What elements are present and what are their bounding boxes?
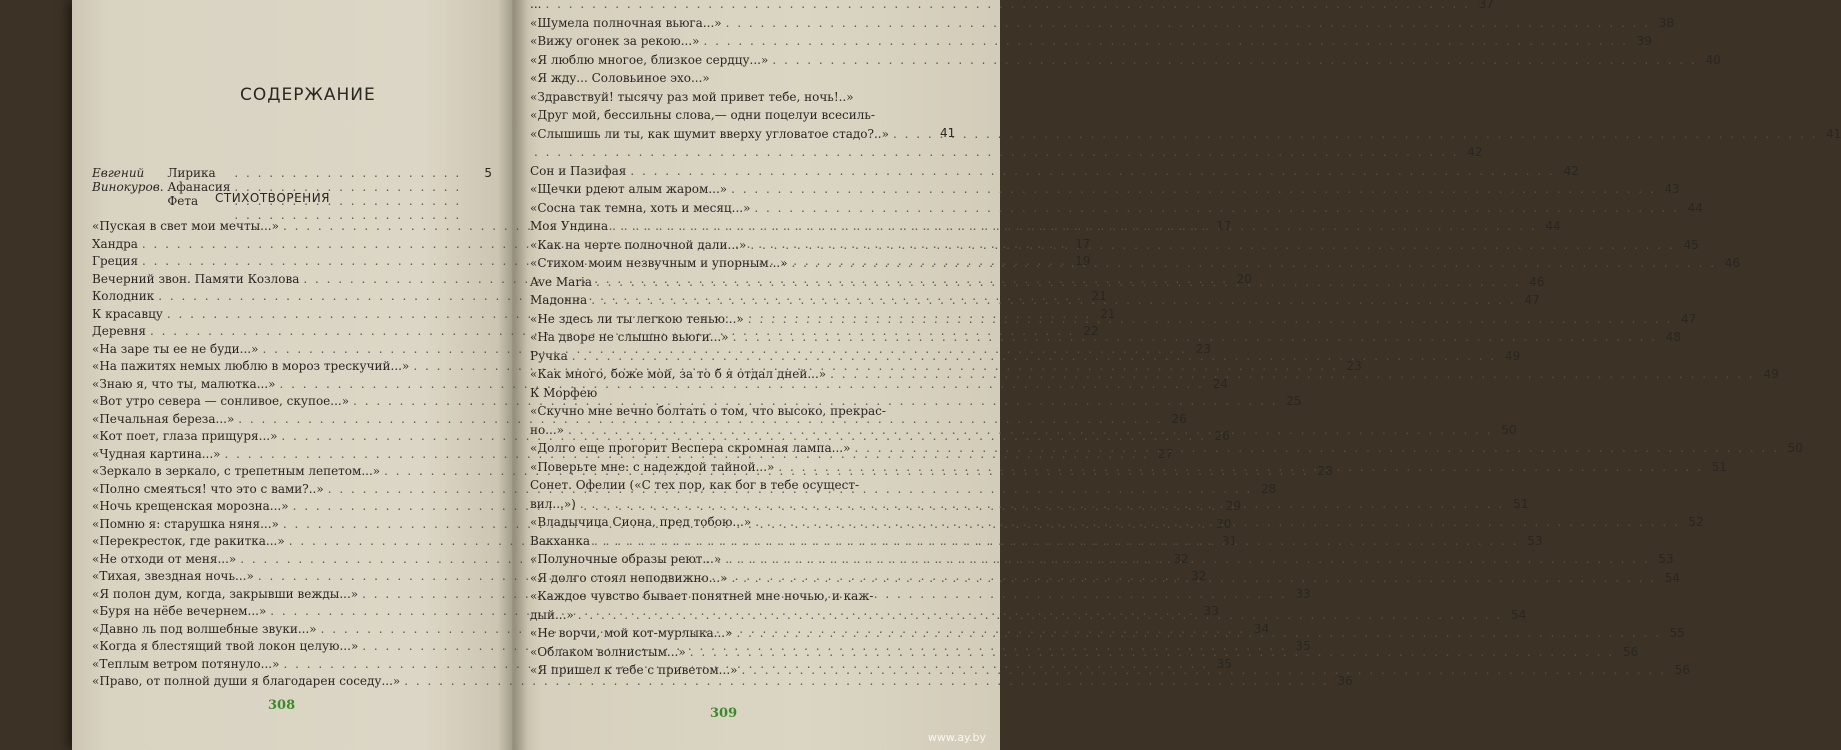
leader-dots	[755, 513, 1680, 531]
entry-title: «Тихая, звездная ночь...»	[92, 569, 254, 583]
entry-title: «Долго еще прогорит Веспера скромная лампа...»	[530, 441, 851, 455]
entry-page: 44	[1687, 200, 1703, 215]
entry-title: «Теплым ветром потянуло...»	[92, 656, 280, 671]
entry-title: но...»	[530, 422, 565, 437]
entry-title: Сонет. Офелии («С тех пор, как бог в тебе осущест-	[530, 478, 860, 492]
entry-page: 28	[1260, 481, 1277, 496]
toc-entry	[530, 32, 1652, 50]
entry-page: 23	[1346, 359, 1362, 373]
leader-dots	[772, 51, 1697, 69]
entry-page: 54	[1664, 570, 1681, 585]
entry-page: 42	[1563, 163, 1579, 178]
entry-title: «Как на черте полночной дали...»	[530, 237, 747, 252]
leader-dots	[630, 162, 1555, 180]
entry-title: «Ночь крещенская морозна...»	[92, 499, 289, 513]
entry-title: «Полуночные образы реют...»	[530, 552, 722, 566]
toc-entry	[530, 106, 920, 124]
entry-page: 46	[1724, 256, 1741, 270]
entry-title: «Как много, боже мой, за то б я отдал дней...»	[530, 367, 827, 381]
entry-page: 47	[1524, 293, 1540, 307]
entry-title: «Каждое чувство бывает понятней мне ночью, и каж-	[530, 589, 874, 603]
entry-page: 17	[1075, 236, 1091, 251]
leader-dots	[690, 643, 1615, 661]
leader-dots	[545, 0, 1470, 13]
entry-page: 46	[1529, 274, 1545, 289]
entry-page: 38	[1658, 15, 1675, 30]
entry-page: 42	[1467, 145, 1483, 159]
entry-title: «Шумела полночная вьюга...»	[530, 15, 722, 30]
folio-left: 308	[268, 698, 296, 713]
entry-page: 40	[1705, 52, 1721, 67]
toc-entry	[530, 125, 1841, 143]
entry-page: 53	[1658, 552, 1674, 566]
toc-entry	[530, 476, 920, 494]
leader-dots	[741, 661, 1666, 679]
toc-entry	[530, 162, 1579, 180]
leader-dots	[578, 606, 1503, 624]
entry-page: 43	[1664, 182, 1680, 196]
entry-page: 45	[1683, 237, 1699, 252]
leader-dots	[893, 125, 1818, 143]
entry-title: «Слышишь ли ты, как шумит вверху угловатое стадо?..»	[530, 126, 889, 141]
toc-entry	[530, 88, 920, 106]
entry-page: 30	[1216, 516, 1232, 531]
entry-page: 29	[1225, 499, 1242, 513]
toc-entry	[530, 143, 1483, 161]
entry-page: 56	[1622, 644, 1639, 659]
toc-entry	[530, 384, 920, 402]
entry-page: 34	[1253, 621, 1270, 636]
leader-dots	[792, 254, 1717, 272]
toc-entry	[530, 69, 920, 87]
leader-dots	[703, 32, 1628, 50]
entry-title: «На дворе не слышно вьюги...»	[530, 330, 729, 344]
entry-title: Моя Ундина	[530, 219, 609, 233]
entry-page: 50	[1501, 422, 1517, 437]
entry-title: «На пажитях немых люблю в мороз трескучий...»	[92, 359, 410, 373]
entry-page: 37	[1478, 0, 1494, 11]
entry-page: 48	[1665, 330, 1682, 344]
entry-title: Ручка	[530, 348, 568, 363]
leader-dots	[580, 495, 1505, 513]
entry-title: Вечерний звон. Памяти Козлова	[92, 271, 300, 286]
entry-title: Сон и Пазифая	[530, 163, 627, 178]
entry-title: «Буря на нёбе вечернем...»	[92, 604, 267, 618]
entry-page: 21	[1100, 306, 1116, 321]
entry-title: «Вот утро севера — сонливое, скупое...»	[92, 394, 350, 408]
entry-title: «Я жду... Соловьиное эхо...»	[530, 71, 710, 85]
entry-title: дый...»	[530, 607, 574, 622]
leader-dots	[725, 550, 1650, 568]
entry-page: 33	[1295, 586, 1311, 601]
entry-title: вил...»)	[530, 496, 576, 511]
toc-entry	[530, 180, 1680, 198]
toc-entry	[530, 199, 1703, 217]
entry-page: 32	[1173, 551, 1189, 566]
toc-entry	[530, 402, 920, 420]
entry-page: 49	[1504, 348, 1521, 363]
entry-title: «Не отходи от меня...»	[92, 551, 237, 566]
leader-dots	[736, 624, 1661, 642]
entry-title: ...	[530, 0, 542, 11]
toc-entry	[530, 14, 1675, 32]
entry-title: «Кот поет, глаза прищуря...»	[92, 429, 278, 443]
intro-author: Евгений Винокуров.	[92, 166, 164, 194]
entry-page: 26	[1171, 411, 1187, 426]
entry-page: 44	[1545, 219, 1561, 233]
toc-entry	[530, 0, 1494, 13]
entry-page: 41	[940, 126, 956, 140]
entry-title: «Давно ль под волшебные звуки...»	[92, 621, 317, 636]
entry-page: 28	[1317, 464, 1333, 478]
entry-title: Греция	[92, 254, 139, 268]
entry-title: «Я пришел к тебе с приветом...»	[530, 663, 738, 677]
entry-page: 27	[1157, 446, 1174, 461]
entry-page: 21	[1091, 289, 1107, 303]
entry-title: «Друг мой, бессильны слова,— одни поцелуи всесиль-	[530, 108, 875, 122]
entry-page: 53	[1527, 533, 1543, 548]
toc-entry	[530, 587, 920, 605]
entry-page: 35	[1295, 639, 1311, 653]
leader-dots	[750, 236, 1675, 254]
entry-title: «Помню я: старушка няня...»	[92, 516, 279, 531]
entry-page: 33	[1203, 604, 1219, 618]
entry-title: «Не ворчи, мой кот-мурлыка...»	[530, 626, 733, 640]
leader-dots	[591, 291, 1516, 309]
entry-title: «Не здесь ли ты легкою тенью...»	[530, 311, 744, 326]
entry-page: 22	[1083, 324, 1099, 338]
leader-dots	[596, 273, 1521, 291]
entry-title: Хандра	[92, 236, 138, 251]
entry-title: «Облаком волнистым...»	[530, 644, 686, 659]
leader-dots	[854, 439, 1779, 457]
entry-title: «Чудная картина...»	[92, 446, 221, 461]
folio-right: 309	[710, 706, 738, 721]
leader-dots	[572, 347, 1497, 365]
entry-page: 56	[1674, 663, 1690, 677]
entry-title: «Щечки рдеют алым жаром...»	[530, 182, 728, 196]
watermark: www.ay.by	[927, 731, 986, 744]
entry-title: «Вижу огонек за рекою...»	[530, 34, 700, 48]
entry-title: Колодник	[92, 289, 155, 303]
entry-title: Деревня	[92, 324, 146, 338]
entry-page: 49	[1763, 367, 1779, 381]
leader-dots	[748, 310, 1673, 328]
entry-title: «Я полон дум, когда, закрывши вежды...»	[92, 586, 359, 601]
entry-page: 35	[1216, 656, 1232, 671]
section-heading-poems: СТИХОТВОРЕНИЯ	[215, 191, 331, 205]
entry-page: 55	[1669, 626, 1685, 640]
entry-title: «Я долго стоял неподвижно...»	[530, 570, 728, 585]
entry-title: «Перекресток, где ракитка...»	[92, 534, 285, 548]
entry-page: 19	[1075, 254, 1091, 268]
intro-page: 5	[484, 166, 492, 180]
entry-title: «Право, от полной души я благодарен соседу...»	[92, 674, 401, 688]
leader-dots	[594, 532, 1519, 550]
leader-dots	[754, 199, 1679, 217]
intro-title: Лирика Афанасия Фета	[167, 166, 231, 208]
entry-title: «Я люблю многое, близкое сердцу...»	[530, 52, 769, 67]
entry-title: «Поверьте мне: с надеждой тайной...»	[530, 459, 775, 474]
entry-page: 39	[1636, 34, 1652, 48]
entry-title: «Сосна так темна, хоть и месяц...»	[530, 200, 751, 215]
entry-title: К Морфею	[530, 385, 598, 400]
leader-dots	[731, 180, 1656, 198]
entry-page: 32	[1191, 569, 1207, 583]
entry-page: 20	[1236, 271, 1252, 286]
entry-title: Вакханка	[530, 533, 591, 548]
entry-title: «Знаю я, что ты, малютка...»	[92, 376, 276, 391]
leader-dots	[726, 14, 1651, 32]
entry-title: Мадонна	[530, 293, 588, 307]
leader-dots	[733, 328, 1658, 346]
entry-page: 23	[1195, 341, 1211, 356]
entry-title: «Полно смеяться! что это с вами?..»	[92, 481, 324, 496]
entry-title: К красавцу	[92, 306, 163, 321]
toc-entry	[530, 51, 1721, 69]
entry-title: «Когда я блестящий твой локон целую...»	[92, 639, 359, 653]
entry-page: 47	[1681, 311, 1697, 326]
entry-page: 17	[1216, 219, 1232, 233]
entry-page: 31	[1221, 534, 1238, 548]
toc-entry	[92, 672, 1353, 690]
entry-page: 54	[1510, 607, 1527, 622]
leader-dots	[612, 217, 1537, 235]
entry-page: 41	[1826, 126, 1841, 141]
entry-page: 25	[1286, 394, 1302, 408]
entry-page: 36	[1337, 674, 1353, 688]
entry-page: 52	[1688, 515, 1704, 529]
leader-dots	[732, 569, 1657, 587]
leader-dots	[534, 143, 1459, 161]
entry-title: «Зеркало в зеркало, с трепетным лепетом...»	[92, 464, 381, 478]
entry-title: «Стихом моим незвучным и упорным...»	[530, 256, 788, 270]
entry-title: «На заре ты ее не буди...»	[92, 341, 259, 356]
entry-page: 24	[1212, 376, 1228, 391]
entry-page: 51	[1513, 496, 1529, 511]
entry-page: 51	[1711, 459, 1727, 474]
entry-title: «Печальная береза...»	[92, 411, 235, 426]
entry-title: «Здравствуй! тысячу раз мой привет тебе, ночь!..»	[530, 89, 854, 104]
entry-title: «Владычица Сиона, пред тобою...»	[530, 515, 752, 529]
leader-dots	[568, 421, 1493, 439]
entry-title: Ave Maria	[530, 274, 593, 289]
contents-heading: СОДЕРЖАНИЕ	[240, 85, 376, 105]
leader-dots	[778, 458, 1703, 476]
entry-title: «Пуская в свет мои мечты...»	[92, 219, 279, 233]
leader-dots	[830, 365, 1755, 383]
entry-page: 50	[1787, 441, 1803, 455]
entry-page: 26	[1214, 429, 1230, 443]
entry-title: «Скучно мне вечно болтать о том, что высоко, прекрас-	[530, 404, 886, 418]
